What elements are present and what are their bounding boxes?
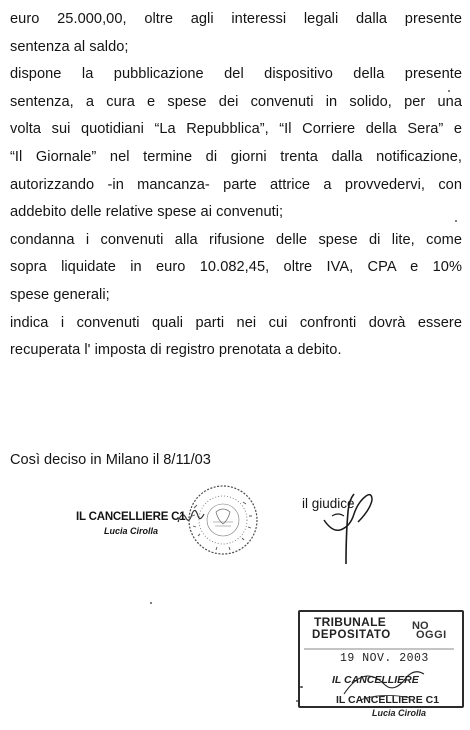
closing-statement: Così deciso in Milano il 8/11/03 [10,452,211,468]
text-line: sentenza al saldo; [10,38,129,55]
ruling-text [10,6,462,365]
text-line: spese generali; [10,286,110,303]
stamp-depositato: DEPOSITATO [312,629,391,641]
text-line: euro 25.000,00, oltre agli interessi legali dalla presente [10,11,462,27]
text-line: addebito delle relative spese ai convenuti; [10,204,284,221]
scan-speck [300,686,303,688]
stamp-signature-icon [340,664,430,704]
stamp-divider [304,648,454,650]
deposit-stamp [298,610,464,718]
text-line: indica i convenuti quali parti nei cui confronti dovrà essere [10,314,462,331]
scan-speck [296,700,298,702]
stamp-city: NO [412,620,429,632]
scan-speck [150,602,152,604]
text-line: dispone la pubblicazione del dispositivo della presente [10,66,462,83]
stamp-cancelliere: IL CANCELLIERE [332,674,419,686]
text-line: condanna i convenuti alla rifusione delle spese di lite, come [10,231,462,248]
judge-signature-icon [322,486,378,568]
text-line: sopra liquidate in euro 10.082,45, oltre IVA, CPA e 10% [10,259,462,276]
stamp-date: 19 NOV. 2003 [340,652,429,665]
judge-label: il giudice [302,496,355,511]
text-line: sentenza, a cura e spese dei convenuti in solido, per una [10,93,462,110]
stamp-oggi: OGGI [416,629,447,641]
chancellor-label: IL CANCELLIERE C1 [76,511,186,523]
text-line: volta sui quotidiani “La Repubblica”, “Il Corriere della Sera” e [10,121,462,138]
text-line: recuperata l' imposta di registro prenotata a debito. [10,342,342,359]
stamp-name: Lucia Cirolla [372,708,427,718]
stamp-tribunale: TRIBUNALE [314,615,387,629]
scan-speck [455,220,457,222]
text-line: “Il Giornale” nel termine di giorni trenta dalla notificazione, [10,148,462,165]
scan-speck [448,90,450,92]
text-line: autorizzando -in mancanza- parte attrice a provvedervi, con [10,176,462,193]
chancellor-name: Lucia Cirolla [104,526,159,536]
stamp-cancelliere-c1: IL CANCELLIERE C1 [336,694,440,706]
